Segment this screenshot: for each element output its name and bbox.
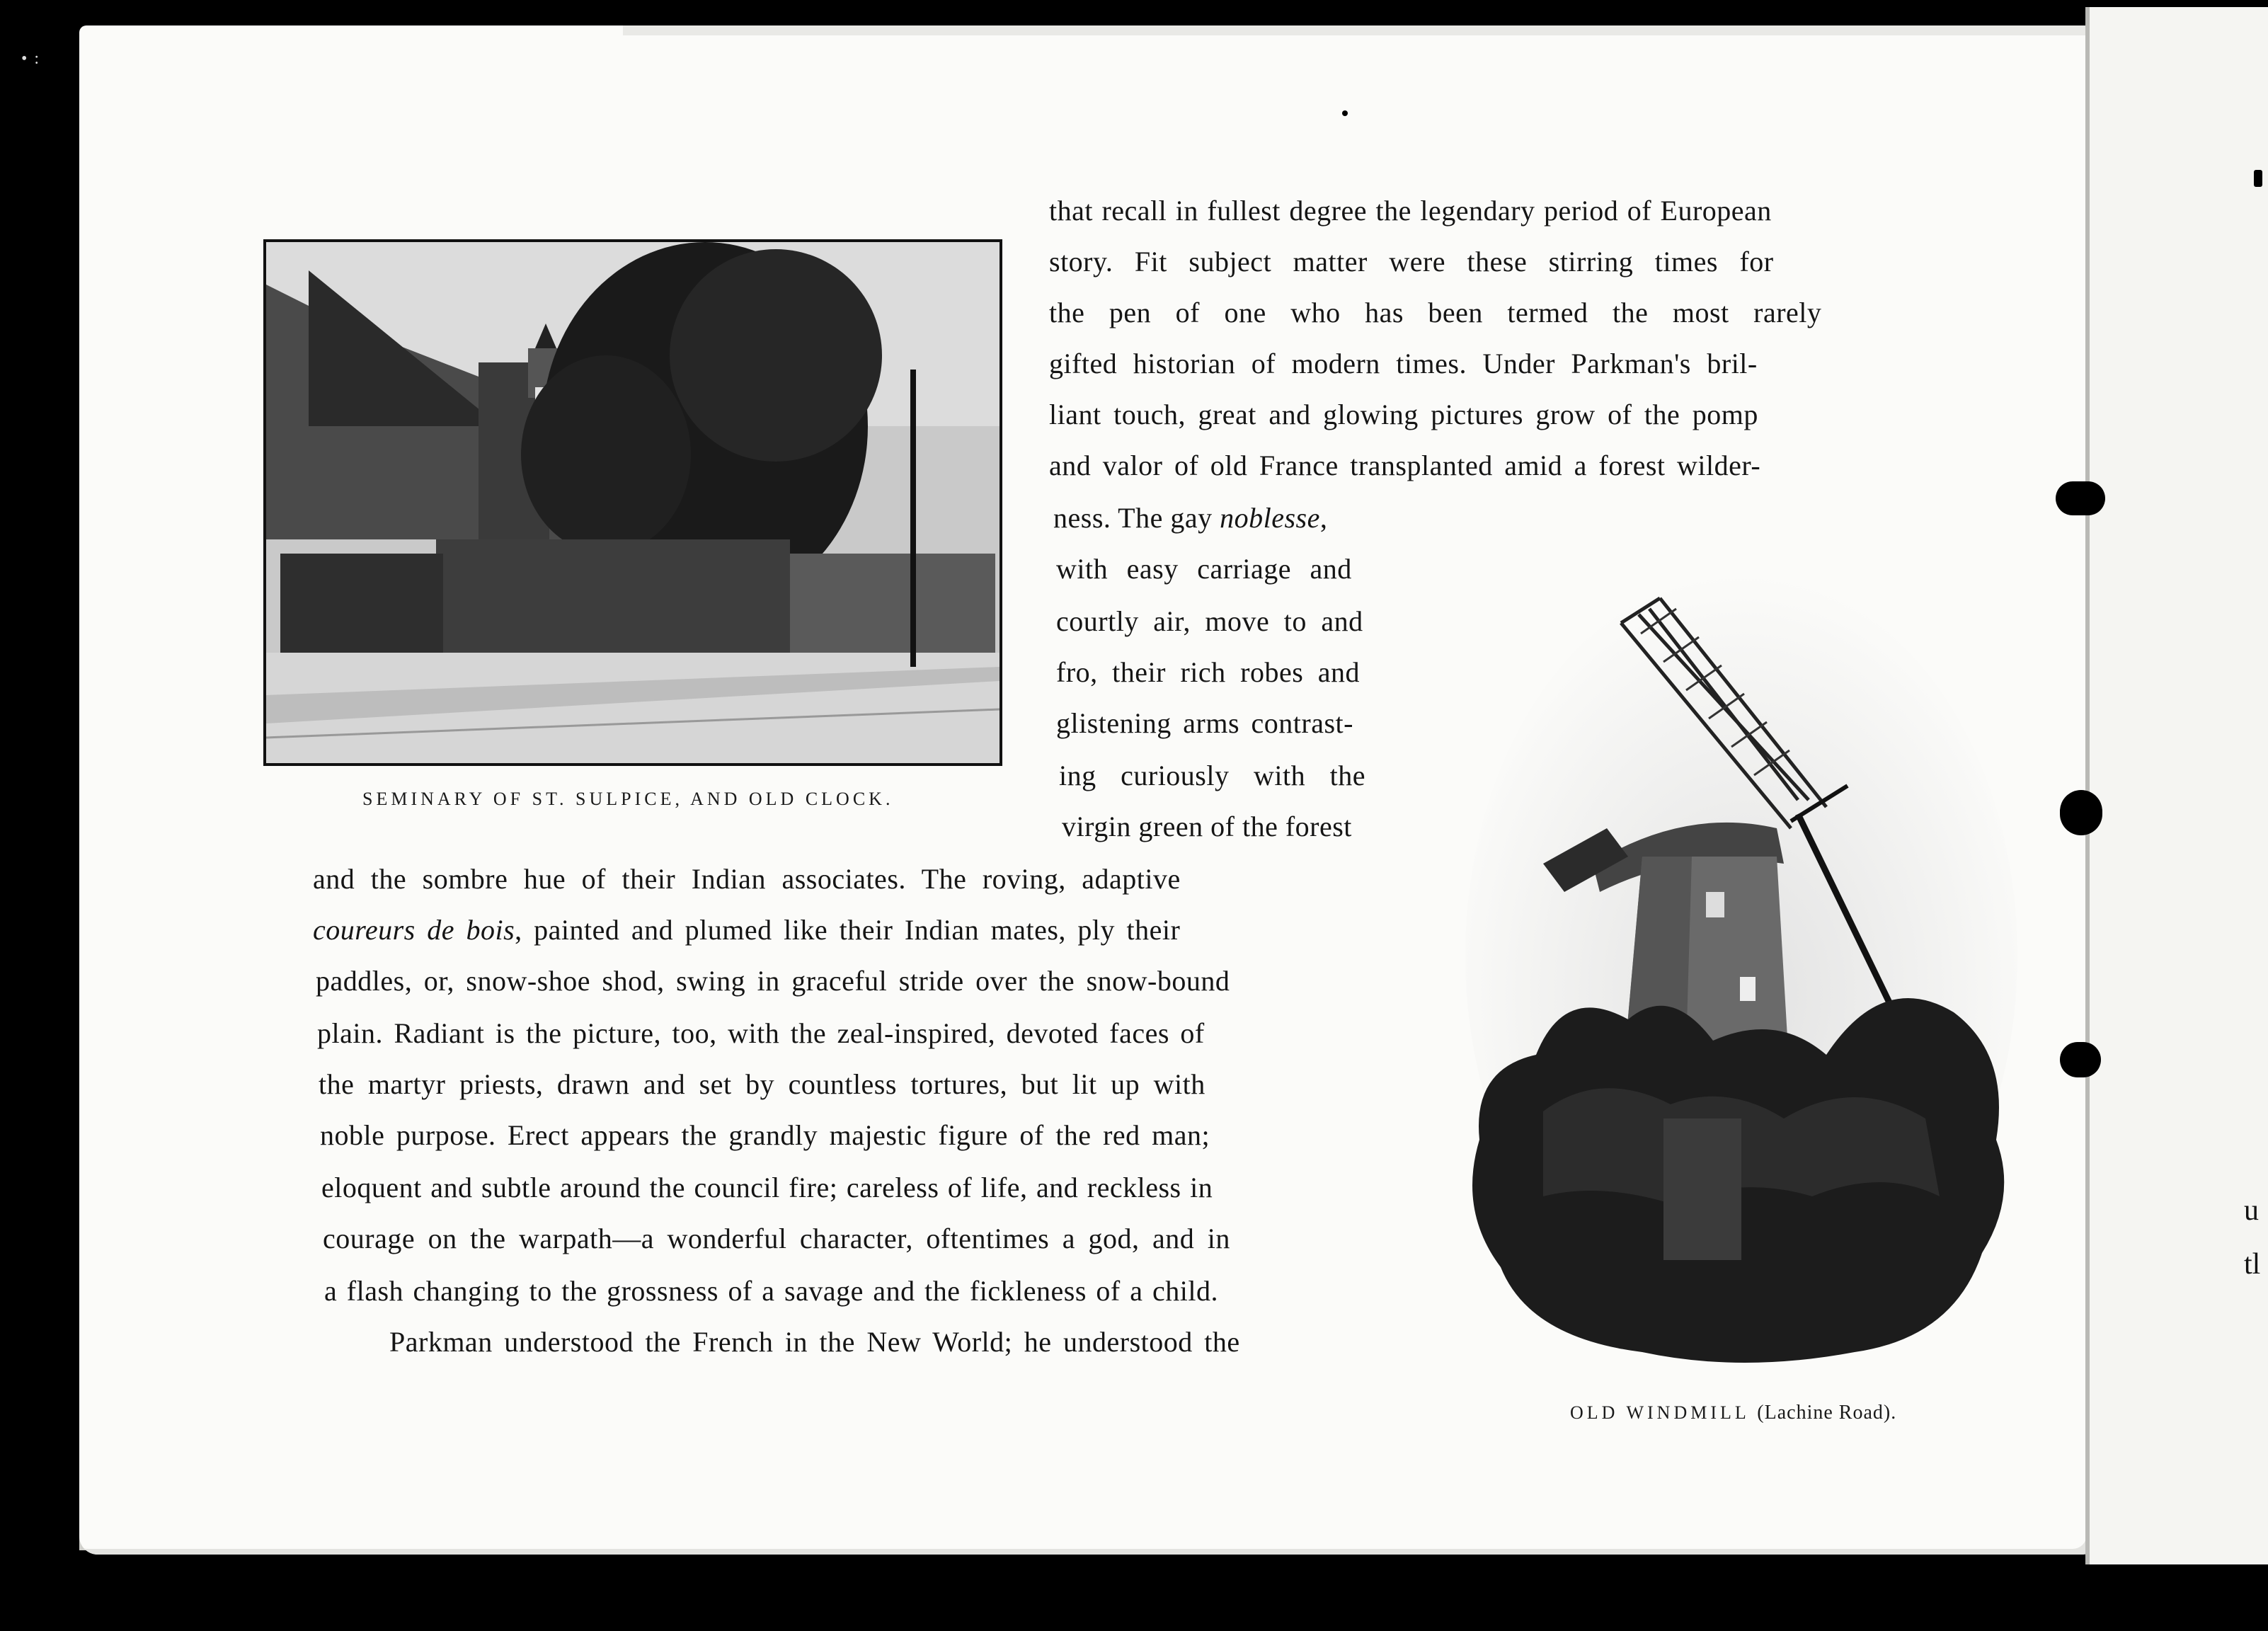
text-line: courtly air, move to and — [1056, 605, 1363, 637]
scan-edge-marks: • : — [21, 50, 41, 68]
text-line: noble purpose. Erect appears the grandly majestic figure of the red man; — [320, 1119, 1210, 1151]
text-line: with easy carriage and — [1056, 553, 1352, 585]
text-line: and valor of old France transplanted amid a forest wilder- — [1049, 450, 1761, 481]
text-line: that recall in fullest degree the legendary period of European — [1049, 195, 1772, 227]
seminary-photo-drawing — [266, 242, 1000, 763]
text-line: paddles, or, snow-shoe shod, swing in graceful stride over the snow-bound — [316, 965, 1230, 997]
text-line: and the sombre hue of their Indian associates. The roving, adaptive — [313, 863, 1181, 895]
text-line: eloquent and subtle around the council fire; careless of life, and reckless in — [321, 1172, 1213, 1203]
facing-page-letter: tl — [2244, 1248, 2261, 1281]
text-line — [1053, 504, 1327, 532]
text-line: gifted historian of modern times. Under Parkman's bril- — [1049, 348, 1758, 379]
text-line: virgin green of the forest — [1062, 811, 1352, 842]
text-line: story. Fit subject matter were these stirring times for — [1049, 246, 1774, 277]
text-line: the pen of one who has been termed the most rarely — [1049, 297, 1822, 328]
text-line: glistening arms contrast- — [1056, 707, 1353, 739]
text-line: ing curiously with the — [1059, 760, 1365, 791]
page-top-edge — [623, 25, 2109, 35]
binding-hole — [2060, 790, 2102, 835]
text-line: Parkman understood the French in the New World; he understood the — [389, 1326, 1240, 1358]
text-line — [313, 916, 1180, 944]
text-segment: , painted and plumed like their Indian mates, ply their — [515, 914, 1181, 946]
italic-term-noblesse: noblesse — [1220, 502, 1320, 534]
binding-hole — [2056, 481, 2105, 515]
italic-term-coureurs-de-bois: coureurs de bois — [313, 914, 515, 946]
text-line: plain. Radiant is the picture, too, with the zeal-inspired, devoted faces of — [317, 1017, 1205, 1049]
text-segment: , — [1319, 502, 1328, 534]
text-line: a flash changing to the grossness of a savage and the fickleness of a child. — [324, 1275, 1218, 1307]
binding-hole — [2060, 1042, 2101, 1077]
text-line: the martyr priests, drawn and set by countless tortures, but lit up with — [319, 1068, 1205, 1100]
windmill-caption-location: (Lachine Road). — [1757, 1402, 1897, 1424]
text-line: fro, their rich robes and — [1056, 656, 1361, 688]
windmill-photo — [1458, 559, 2024, 1373]
windmill-photo-drawing — [1458, 559, 2024, 1373]
text-line: liant touch, great and glowing pictures grow of the pomp — [1049, 399, 1758, 430]
facing-page — [2085, 7, 2268, 1564]
facing-page-mark — [2254, 170, 2262, 187]
windmill-caption-title: OLD WINDMILL — [1570, 1402, 1749, 1423]
seminary-photo — [263, 239, 1002, 766]
text-line: courage on the warpath—a wonderful character, oftentimes a god, and in — [323, 1223, 1230, 1254]
windmill-caption — [1570, 1402, 1896, 1424]
facing-page-letter: u — [2244, 1194, 2259, 1227]
text-segment: ness. The gay — [1053, 502, 1220, 534]
seminary-caption: SEMINARY OF ST. SULPICE, AND OLD CLOCK. — [362, 789, 894, 809]
ink-speck — [1342, 110, 1348, 116]
